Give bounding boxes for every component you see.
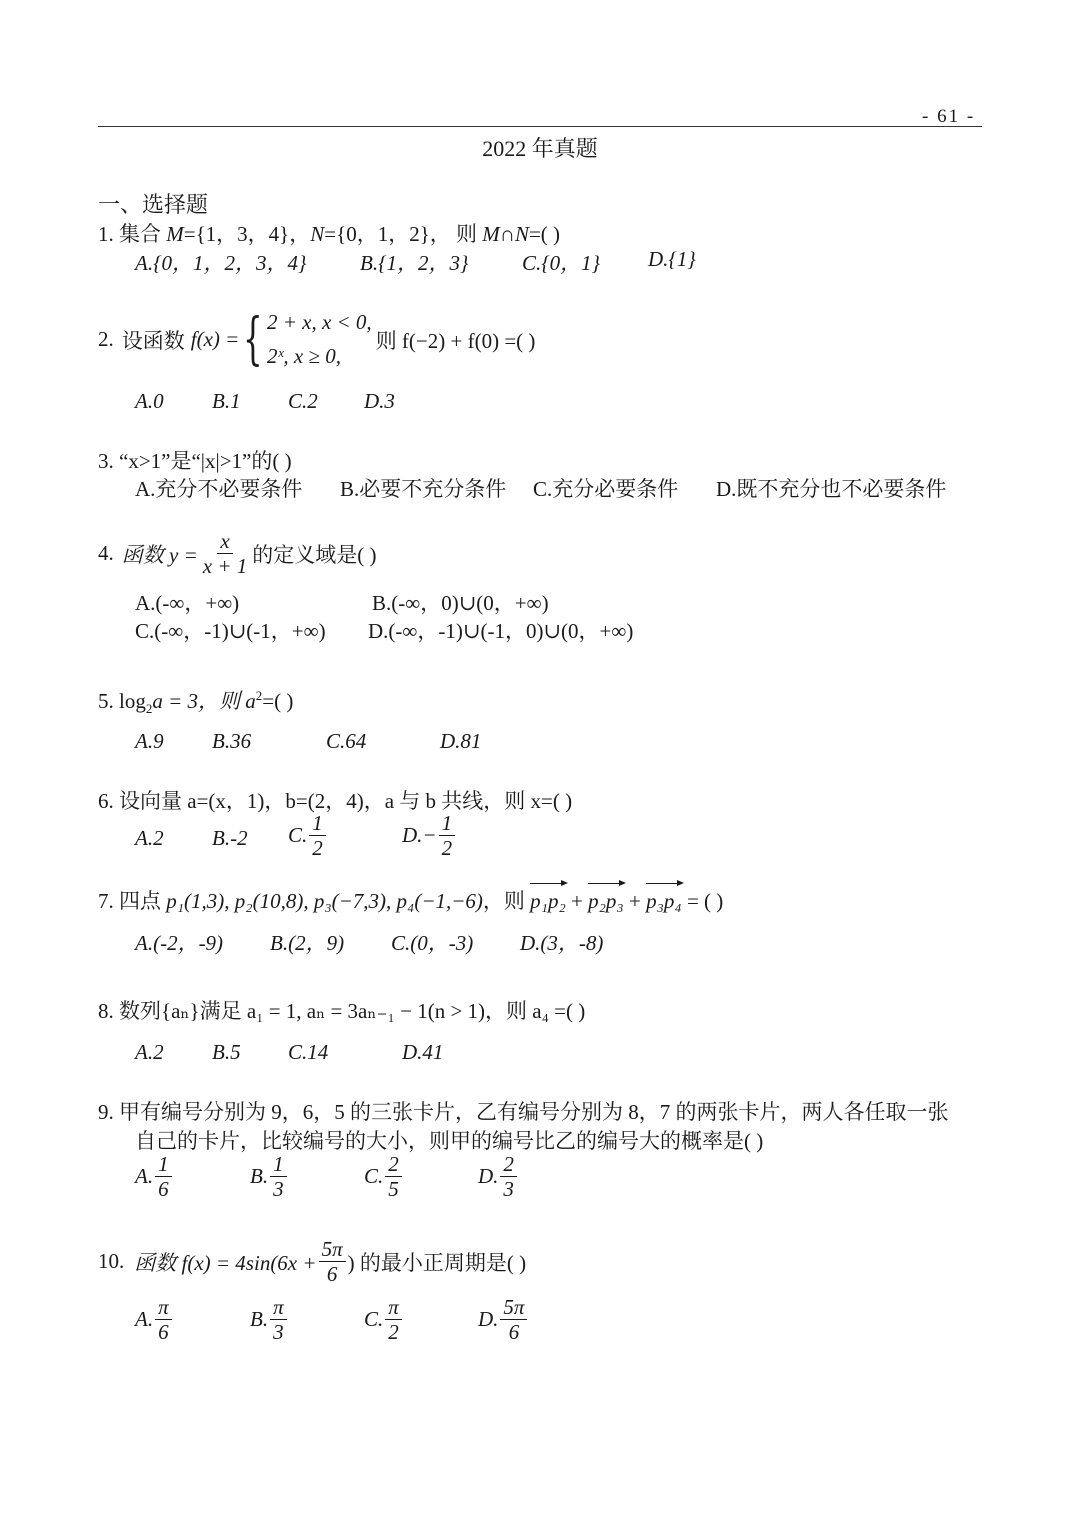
option-a: A.充分不必要条件 xyxy=(135,477,303,501)
option-d: D.− $\frac{1}{2}$ xyxy=(402,812,457,859)
option-a: A.0 xyxy=(135,389,164,413)
option-c: C.(-∞，-1)∪(-1，+∞) xyxy=(135,619,326,643)
question-stem: “x>1”是“|x|>1”的( ) xyxy=(119,449,292,473)
question-3 xyxy=(98,445,292,475)
question-6 xyxy=(98,785,572,815)
question-number: 2. xyxy=(98,327,114,352)
option-b: B. $\frac{1}{3}$ xyxy=(250,1153,289,1200)
option-a: A.(-∞，+∞) xyxy=(135,591,240,615)
brace-icon: { xyxy=(243,306,263,372)
page-number: - 61 - xyxy=(922,106,976,127)
question-stem-line-1: 甲有编号分别为 9，6，5 的三张卡片，乙有编号分别为 8，7 的两张卡片，两人各任取一张 xyxy=(119,1100,949,1124)
piecewise-function xyxy=(239,306,371,373)
question-8 xyxy=(98,995,585,1025)
question-7: 7. 四点 p₁(1,3), p₂(10,8), p₃(−7,3), p₄(−1,−6)，则 p₁p₂ + p₂p₃ + p₃p₄ = ( ) xyxy=(98,889,724,913)
option-a: A.2 xyxy=(135,826,164,850)
question-stem: 数列{aₙ}满足 a₁ = 1, aₙ = 3aₙ₋₁ − 1(n > 1)，则 a₄ =( ) xyxy=(119,999,586,1023)
page-title: 2022 年真题 xyxy=(482,136,598,161)
fraction: $\frac{x}{x + 1}$ xyxy=(202,529,248,579)
question-stem: 集合 M={1，3，4}，N={0，1，2}， 则 M∩N=( ) xyxy=(119,222,561,246)
case-2: 2ˣ, x ≥ 0, xyxy=(266,343,341,368)
option-d: D.(3，-8) xyxy=(520,931,604,955)
header-rule xyxy=(98,126,982,127)
option-a: A. $\frac{1}{6}$ xyxy=(135,1153,174,1200)
option-c: C. $\frac{2}{5}$ xyxy=(364,1153,404,1200)
question-number: 9. xyxy=(98,1100,114,1124)
question-2: 2. 设函数 f(x) = { 2 + x, x < 0, 2ˣ, x ≥ 0, 则 f(−2) + f(0) =( ) xyxy=(98,306,536,372)
option-b: B.(-∞，0)∪(0，+∞) xyxy=(372,591,549,615)
option-b: B.(2，9) xyxy=(270,931,345,955)
vector-p2p3: p₂p₃ xyxy=(588,889,624,913)
option-d: D. $\frac{2}{3}$ xyxy=(478,1153,519,1200)
fraction: $\frac{5\pi}{6}$ xyxy=(319,1238,346,1285)
question-number: 6. xyxy=(98,789,114,813)
question-stem: 设向量 a=(x，1)，b=(2，4)，a 与 b 共线，则 x=( ) xyxy=(119,789,573,813)
section-heading: 一、选择题 xyxy=(98,192,209,217)
question-number: 10. xyxy=(98,1249,125,1274)
question-number: 4. xyxy=(98,541,114,566)
option-c: C. $\frac{1}{2}$ xyxy=(288,812,328,859)
option-d: D.81 xyxy=(440,729,482,753)
option-b: B.1 xyxy=(212,389,241,413)
question-number: 3. xyxy=(98,449,114,473)
option-a: A. $\frac{\pi}{6}$ xyxy=(135,1296,174,1343)
option-c: C.充分必要条件 xyxy=(533,477,679,501)
option-b: B.5 xyxy=(212,1040,241,1064)
function-label: f(x) = xyxy=(190,327,240,352)
question-5: 5. $\log_2a = 3$，则 $a^2=$( ) xyxy=(98,688,294,717)
option-b: B.36 xyxy=(212,729,252,753)
points: p₁(1,3), p₂(10,8), p₃(−7,3), p₄(−1,−6) xyxy=(166,889,483,913)
option-a: A.9 xyxy=(135,729,164,753)
question-number: 8. xyxy=(98,999,114,1023)
option-d: D.既不充分也不必要条件 xyxy=(716,477,947,501)
option-c: C.(0，-3) xyxy=(391,931,474,955)
option-c: C.{0，1} xyxy=(522,251,601,275)
option-c: C.2 xyxy=(288,389,318,413)
option-b: B. $\frac{\pi}{3}$ xyxy=(250,1296,289,1343)
question-9 xyxy=(98,1096,949,1126)
option-c: C. $\frac{\pi}{2}$ xyxy=(364,1296,404,1343)
vector-p3p4: p₃p₄ xyxy=(646,889,682,913)
option-c: C.64 xyxy=(326,729,367,753)
option-d: D.3 xyxy=(364,389,395,413)
option-d: D.{1} xyxy=(648,247,696,271)
option-b: B.{1，2，3} xyxy=(360,251,469,275)
option-c: C.14 xyxy=(288,1040,329,1064)
question-number: 7. xyxy=(98,889,114,913)
question-number: 5. xyxy=(98,689,114,713)
question-1 xyxy=(98,218,560,248)
question-4: 4. 函数 y = $\frac{x}{x + 1}$ 的定义域是( ) xyxy=(98,529,377,579)
option-d: D. $\frac{5\pi}{6}$ xyxy=(478,1296,529,1343)
option-d: D.(-∞，-1)∪(-1，0)∪(0，+∞) xyxy=(368,619,634,643)
option-a: A.2 xyxy=(135,1040,164,1064)
option-d: D.41 xyxy=(402,1040,444,1064)
option-a: A.(-2，-9) xyxy=(135,931,224,955)
question-stem-line-2: 自己的卡片，比较编号的大小，则甲的编号比乙的编号大的概率是( ) xyxy=(135,1129,764,1153)
option-a: A.{0，1，2，3，4} xyxy=(135,251,307,275)
question-number: 1. xyxy=(98,222,114,246)
option-b: B.必要不充分条件 xyxy=(340,477,507,501)
option-b: B.-2 xyxy=(212,826,248,850)
case-1: 2 + x, x < 0, xyxy=(266,310,372,334)
vector-p1p2: p₁p₂ xyxy=(530,889,566,913)
question-10: 10. 函数 f(x) = 4sin(6x + $\frac{5\pi}{6}$ ) 的最小正周期是( ) xyxy=(98,1237,527,1287)
